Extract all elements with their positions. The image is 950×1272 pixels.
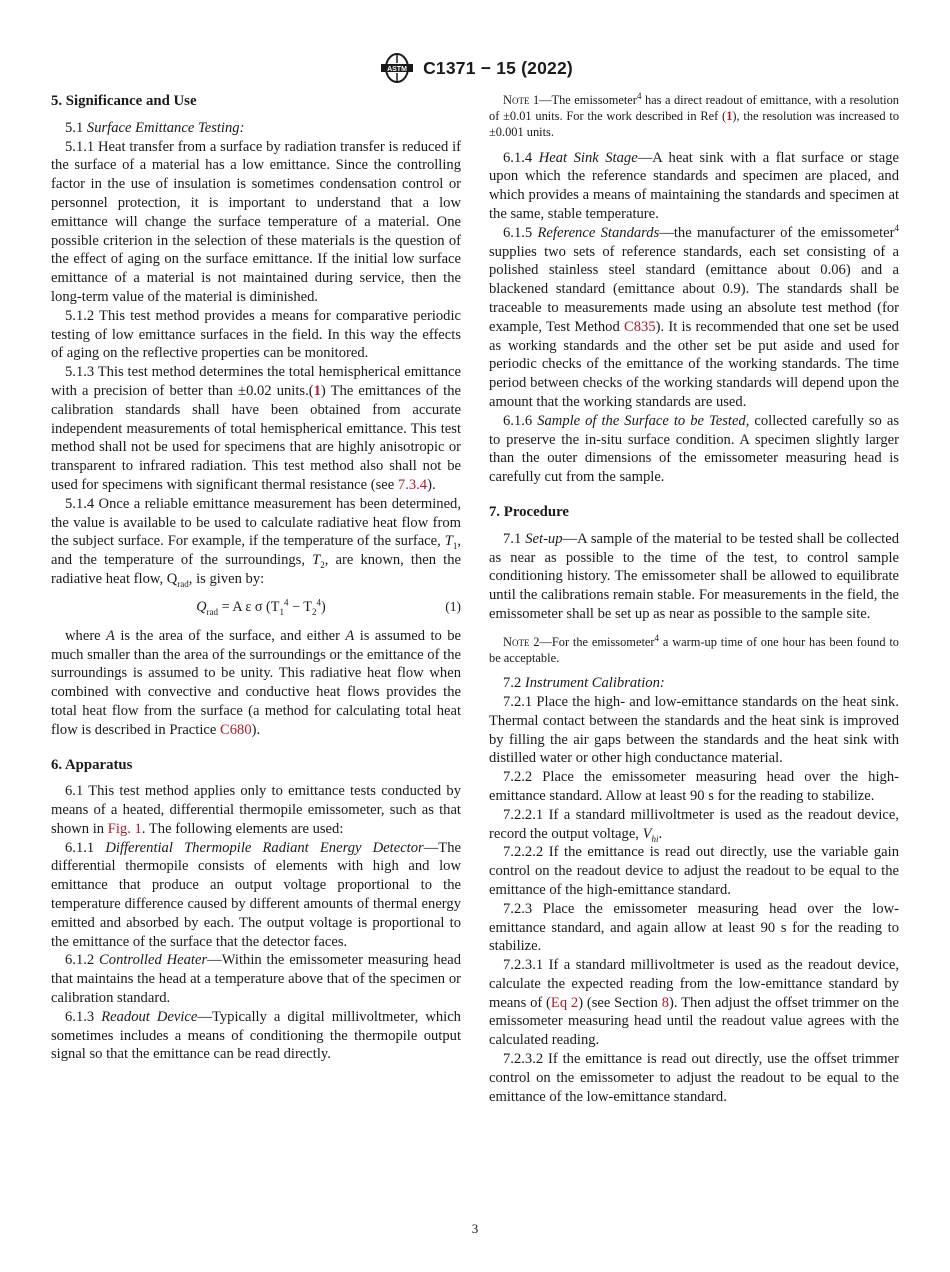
para-7-2-3: 7.2.3 Place the emissometer measuring head over the low-emittance standard, and again allow at least 90 s for the reading to stabilize. (489, 900, 899, 955)
para-5-1-2: 5.1.2 This test method provides a means for comparative periodic testing of low emittance surfaces in the field. In this way the effects of aging on the reflective properties can be monitored. (51, 307, 461, 362)
link-eq-2[interactable]: Eq 2 (550, 994, 579, 1011)
note-2: Note 2—For the emissometer$^4$ a warm-up time of one hour has been found to be acceptable. (489, 632, 900, 665)
link-7-3-4[interactable]: 7.3.4 (397, 476, 428, 493)
para-6-1-5: 6.1.5 Reference Standards—the manufacturer of the emissometer$^4$ supplies two sets of reference standards, each set consisting of a polished stainless steel standard (emittance about 0.06) and a blackened standard (emittance about 0.9). The standards shall be traceable to measurements made using an absolute test method (for example, Test Method C835). It is recommended that one set be used as working standards and the other set be put aside and used for periodic checks of the emittance of the working standards. The time period between checks of the working standards will depend upon the amount that the working standards are used. (489, 222, 899, 410)
ref-link-1-note[interactable]: 1 (726, 109, 733, 124)
para-5-1-3: 5.1.3 This test method determines the total hemispherical emittance with a precision of better than ±0.02 units.(1) The emittances of the calibration standards shall have been obtained from accurate independent measurements of total hemispherical emittance. This test method shall not be used for specimens that are highly anisotropic or transparent to infrared radiation. This test method also shall not be used for specimens with significant thermal resistance (see 7.3.4). (51, 364, 462, 493)
equation-1 (51, 597, 461, 619)
para-6-1-3: 6.1.3 Readout Device—Typically a digital millivoltmeter, which sometimes includes a means of conditioning the thermopile output signal so that the emittance can be read directly. (51, 1008, 461, 1063)
para-7-2-1: 7.2.1 Place the high- and low-emittance standards on the heat sink. Thermal contact between the standards and the heat sink is improved by filling the air gaps between the standards and the heat sink with distilled water or other high conductance material. (489, 693, 899, 767)
page-number: 3 (471, 1221, 479, 1236)
astm-logo-icon (377, 52, 417, 84)
para-6-1-1: 6.1.1 Differential Thermopile Radiant Energy Detector—The differential thermopile consists of elements with high and low emittance that produce an output voltage proportional to the temperature difference caused by different amounts of thermal energy emitted and absorbed by each. The output voltage is proportional to the emittance of the surface that the detector faces. (51, 839, 461, 950)
para-7-2-2-1: 7.2.2.1 If a standard millivoltmeter is used as the readout device, record the output voltage, $V_{hi}$. (489, 806, 899, 844)
link-fig-1[interactable]: Fig. 1 (107, 820, 142, 837)
ref-link-1[interactable]: 1 (313, 382, 321, 399)
para-7-2-2-2: 7.2.2.2 If the emittance is read out directly, use the variable gain control on the readout device to adjust the readout to be equal to the emittance of the high-emittance standard. (489, 844, 899, 898)
para-7-2: 7.2 Instrument Calibration: (503, 675, 665, 692)
section-6-heading: 6. Apparatus (51, 756, 133, 773)
left-column (51, 92, 461, 1064)
link-c835[interactable]: C835 (624, 318, 656, 335)
standard-designation: C1371 − 15 (2022) (423, 57, 573, 78)
para-6-1-2: 6.1.2 Controlled Heater—Within the emissometer measuring head that maintains the head at a temperature above that of the specimen or calibration standard. (51, 952, 461, 1007)
para-6-1-4: 6.1.4 Heat Sink Stage—A heat sink with a flat surface or stage upon which the reference standards and specimen are placed, and which provides a means of maintaining the standards and specimen at the same, stable temperature. (489, 149, 899, 222)
note-1: Note 1—The emissometer$^4$ has a direct readout of emittance, with a resolution of ±0.01 units. For the work described in Ref (1), the resolution was increased to ±0.001 units. (489, 90, 900, 140)
para-where: where A is the area of the surface, and either A is assumed to be much smaller than the area of the surroundings or the emittance of the surroundings is assumed to be unity. This radiative heat flow when combined with convective and conductive heat flows provides the total heat flow from the surface (a method for calculating total heat flow is described in Practice C680). (51, 627, 461, 738)
page-header (0, 52, 950, 84)
link-c680[interactable]: C680 (220, 721, 252, 738)
right-column (489, 92, 899, 1106)
para-5-1: 5.1 Surface Emittance Testing: (65, 119, 245, 136)
equation-formula: $Q_{rad} = A$ ε σ $(T_1^4 - T_2^4)$ (196, 597, 326, 618)
equation-number: (1) (445, 599, 461, 615)
para-7-2-3-2: 7.2.3.2 If the emittance is read out directly, use the offset trimmer control on the emissometer to adjust the readout to be equal to the emittance of the low-emittance standard. (489, 1051, 899, 1105)
section-7-heading: 7. Procedure (489, 503, 569, 520)
para-5-1-4: 5.1.4 Once a reliable emittance measurement has been determined, the value is available to be used to calculate radiative heat flow from the subject surface. For example, if the temperature of the surface, $T_1$, and the temperature of the surroundings, $T_2$, are known, then the radiative heat flow, $Q_{rad}$, is given by: (51, 495, 461, 589)
link-section-8[interactable]: 8 (661, 994, 670, 1011)
para-7-2-2: 7.2.2 Place the emissometer measuring head over the high-emittance standard. Allow at least 90 s for the reading to stabilize. (489, 769, 899, 804)
svg-text:ASTM: ASTM (387, 66, 407, 73)
para-7-1: 7.1 Set-up—A sample of the material to be tested shall be collected as near as possible to the time of the test, to control sample conditioning history. The emissometer shall be allowed to equilibrate until the calibrations remain stable. For measurements in the field, the emissometer shall be set up as near as possible to the sample site. (489, 530, 899, 622)
section-5-heading: 5. Significance and Use (51, 93, 197, 109)
para-5-1-1: 5.1.1 Heat transfer from a surface by radiation transfer is reduced if the surface of a material has a low emittance. Since the controlling factor in the use of insulation is sometimes condensation control or personnel protection, it is important to understand that a low emittance will change the surface temperature of a material. One possible criterion in the selection of these materials is the question of the effect of aging on the surface emittance. If the initial low surface emittance of a material is not maintained during service, then the long-term value of the material is diminished. (51, 138, 461, 305)
para-6-1: 6.1 This test method applies only to emittance tests conducted by means of a heated, differential thermopile emissometer, such as that shown in Fig. 1. The following elements are used: (51, 783, 461, 837)
para-6-1-6: 6.1.6 Sample of the Surface to be Tested, collected carefully so as to preserve the in-situ surface condition. A specimen slightly larger than the outer dimensions of the emissometer measuring head is carefully cut from the sample. (489, 412, 900, 486)
para-7-2-3-1: 7.2.3.1 If a standard millivoltmeter is used as the readout device, calculate the expected reading from the low-emittance standard by means of (Eq 2) (see Section 8). Then adjust the offset trimmer on the emissometer measuring head until the readout value agrees with the calculated reading. (489, 957, 899, 1049)
